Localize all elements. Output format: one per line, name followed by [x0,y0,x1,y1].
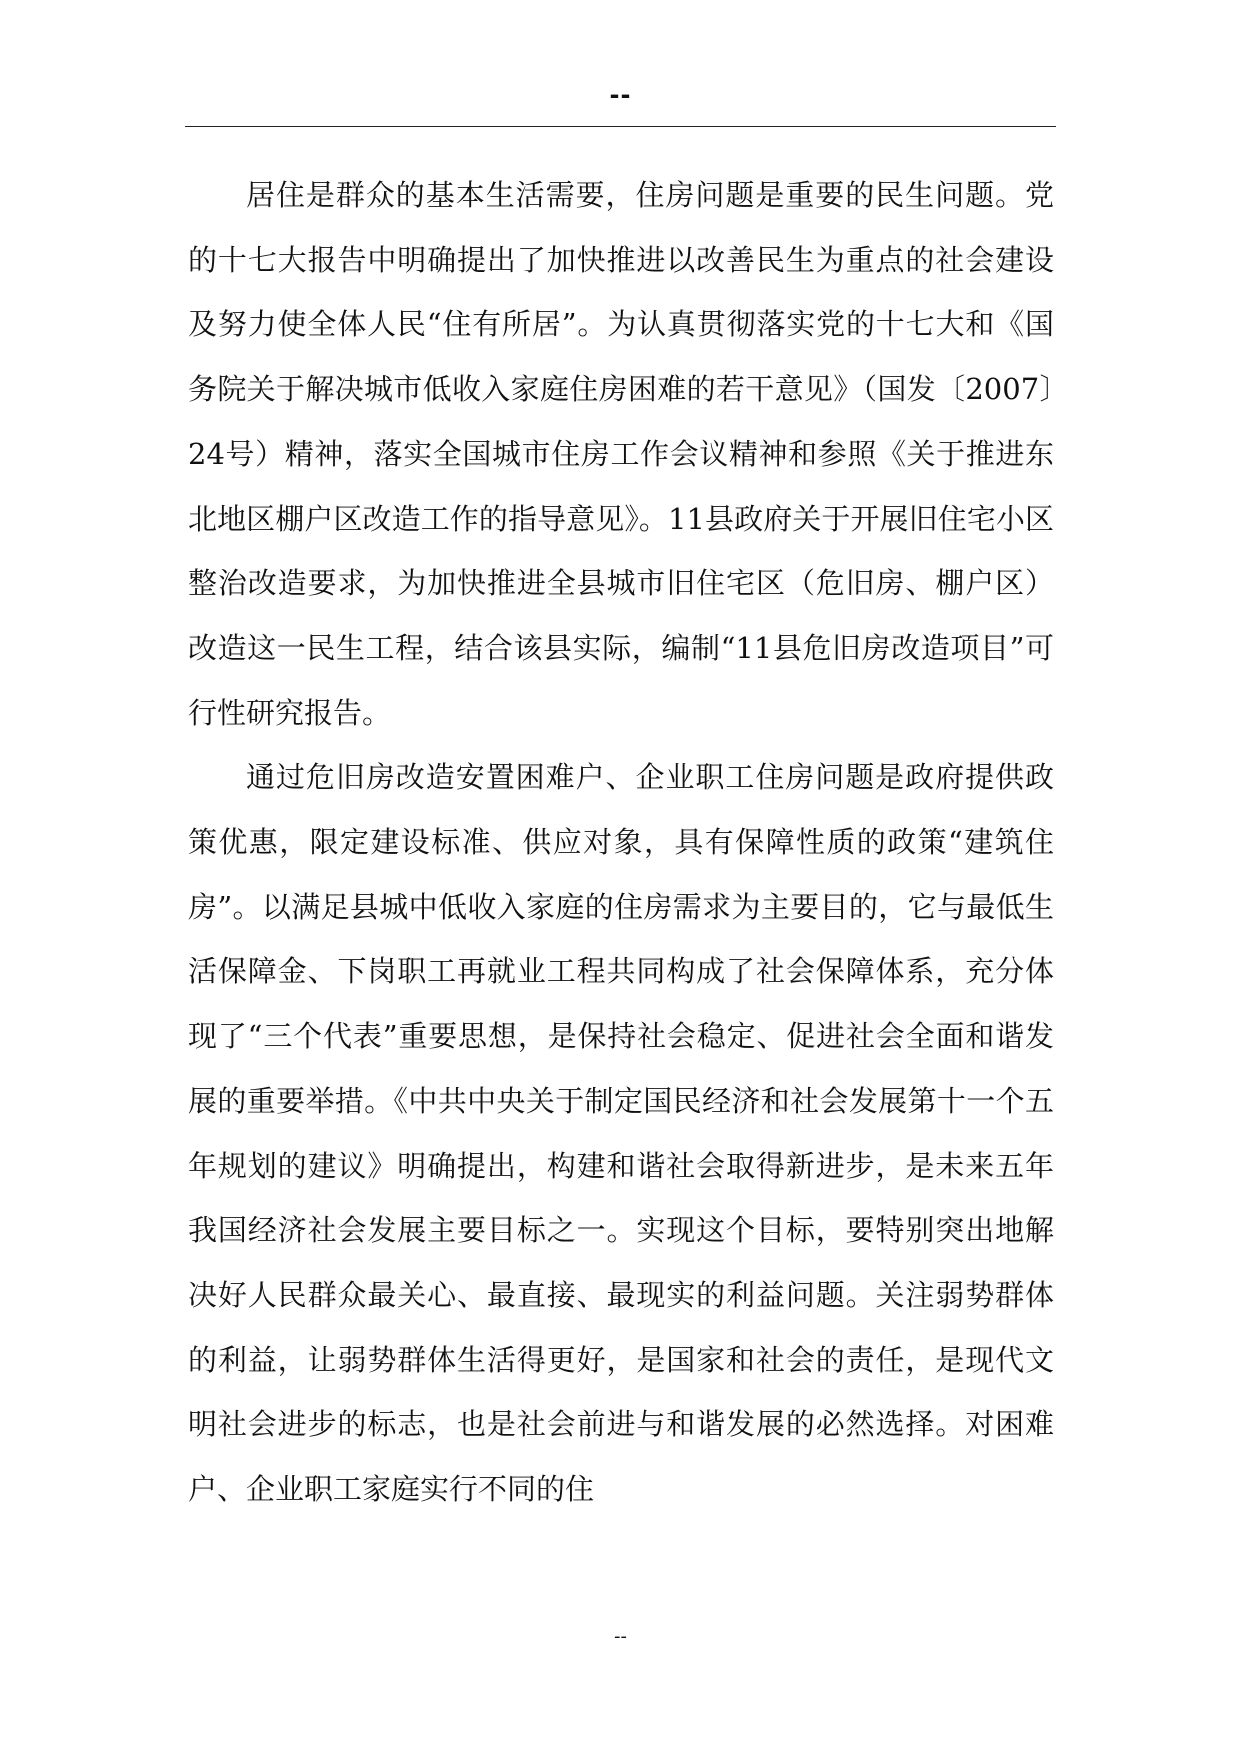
header-divider [185,126,1056,127]
page-footer-mark: -- [614,1626,627,1647]
paragraph-2: 通过危旧房改造安置困难户、企业职工住房问题是政府提供政策优惠，限定建设标准、供应对象，具有保障性质的政策“建筑住房”。以满足县城中低收入家庭的住房需求为主要目的，它与最低生活保障金、下岗职工再就业工程共同构成了社会保障体系，充分体现了“三个代表”重要思想，是保持社会稳定、促进社会全面和谐发展的重要举措。《中共中央关于制定国民经济和社会发展第十一个五年规划的建议》明确提出，构建和谐社会取得新进步，是未来五年我国经济社会发展主要目标之一。实现这个目标，要特别突出地解决好人民群众最关心、最直接、最现实的利益问题。关注弱势群体的利益，让弱势群体生活得更好，是国家和社会的责任，是现代文明社会进步的标志，也是社会前进与和谐发展的必然选择。对困难户、企业职工家庭实行不同的住 [188,760,1054,1507]
document-body [188,163,1054,1522]
page-header-mark: -- [609,81,632,109]
paragraph-1: 居住是群众的基本生活需要，住房问题是重要的民生问题。党的十七大报告中明确提出了加快推进以改善民生为重点的社会建设及努力使全体人民“住有所居”。为认真贯彻落实党的十七大和《国务院关于解决城市低收入家庭住房困难的若干意见》（国发〔2007〕24号）精神，落实全国城市住房工作会议精神和参照《关于推进东北地区棚户区改造工作的指导意见》。11县政府关于开展旧住宅小区整治改造要求，为加快推进全县城市旧住宅区（危旧房、棚户区）改造这一民生工程，结合该县实际，编制“11县危旧房改造项目”可行性研究报告。 [188,178,1054,730]
